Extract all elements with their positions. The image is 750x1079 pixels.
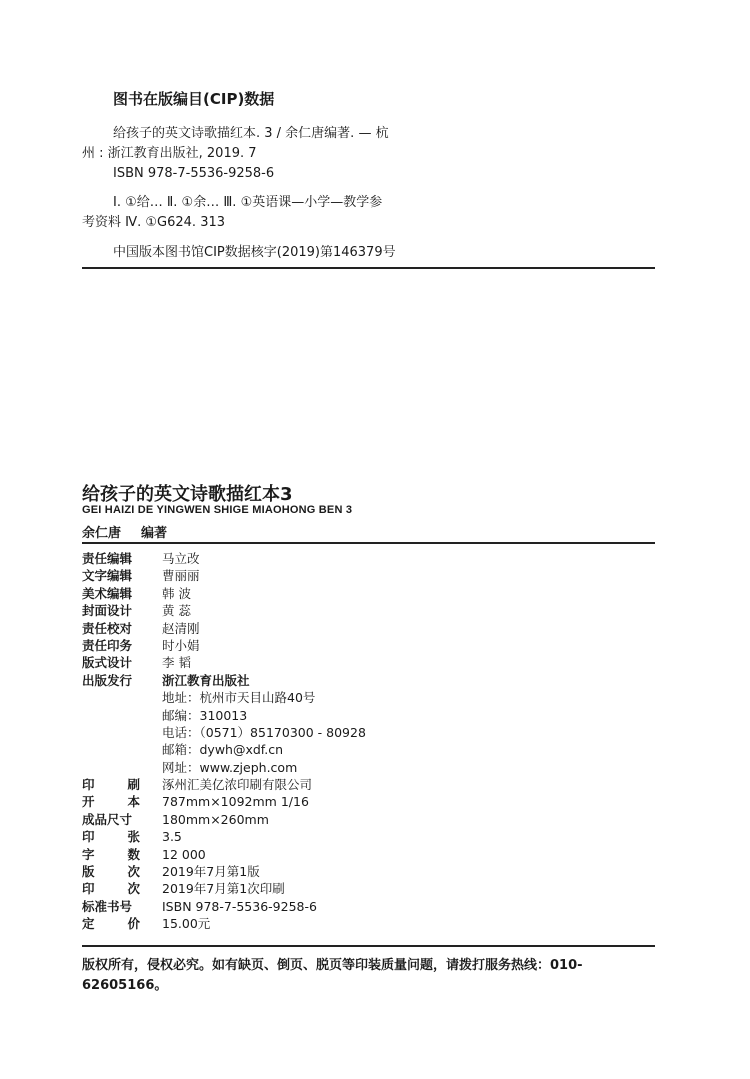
info-row (82, 672, 662, 689)
info-label: 责任印务 (82, 637, 133, 653)
info-row (82, 898, 662, 915)
info-value: 2019年7月第1版 (162, 864, 260, 880)
info-value: 180mm×260mm (162, 811, 269, 827)
info-label: 版 次 (82, 864, 140, 880)
info-label: 责任编辑 (82, 551, 133, 566)
cip-line-2: 州 : 浙江教育出版社, 2019. 7 (82, 146, 257, 161)
info-value: 15.00元 (162, 916, 211, 932)
cip-line-4: Ⅰ. ①给… Ⅱ. ①余… Ⅲ. ①英语课—小学—教学参 (113, 195, 383, 210)
info-row (82, 637, 662, 654)
info-label: 文字编辑 (82, 568, 133, 584)
divider-rule (82, 945, 655, 947)
info-label: 标准书号 (82, 898, 133, 914)
info-label: 开 本 (82, 794, 140, 810)
info-row (82, 550, 662, 567)
info-row (82, 585, 662, 602)
info-row (82, 741, 662, 758)
info-value: 涿州汇美亿浓印刷有限公司 (162, 777, 313, 793)
publisher-email: 邮箱：dywh@xdf.cn (162, 742, 284, 758)
info-value: 787mm×1092mm 1/16 (162, 794, 309, 810)
info-label: 美术编辑 (82, 585, 133, 601)
cip-line-1: 给孩子的英文诗歌描红本. 3 / 余仁唐编著. — 杭 (113, 126, 389, 141)
info-row (82, 828, 662, 845)
info-label: 成品尺寸 (82, 811, 133, 827)
cip-number: 中国版本图书馆CIP数据核字(2019)第146379号 (113, 245, 396, 260)
book-title: 给孩子的英文诗歌描红本3 (82, 484, 293, 505)
info-value: 3.5 (162, 829, 182, 845)
info-row (82, 811, 662, 828)
info-label: 字 数 (82, 846, 140, 862)
info-value: 时小娟 (162, 637, 200, 653)
publication-info (82, 550, 662, 933)
info-label: 定 价 (82, 916, 140, 932)
info-label: 印 次 (82, 881, 140, 897)
info-value: 浙江教育出版社 (162, 672, 250, 688)
info-label: 印 张 (82, 829, 140, 845)
divider-rule (82, 267, 655, 269)
info-row (82, 863, 662, 880)
info-label: 出版发行 (82, 672, 133, 688)
info-row (82, 620, 662, 637)
info-row (82, 567, 662, 584)
info-row (82, 724, 662, 741)
info-label: 印 刷 (82, 777, 140, 793)
info-value: 12 000 (162, 846, 206, 862)
info-value: ISBN 978-7-5536-9258-6 (162, 898, 317, 914)
info-row (82, 602, 662, 619)
book-title-pinyin: GEI HAIZI DE YINGWEN SHIGE MIAOHONG BEN 3 (82, 504, 353, 516)
cip-line-5: 考资料 Ⅳ. ①G624. 313 (82, 215, 226, 230)
info-row (82, 654, 662, 671)
info-value: 2019年7月第1次印刷 (162, 881, 285, 897)
publisher-postcode: 邮编：310013 (162, 707, 248, 723)
info-value: 赵清刚 (162, 620, 200, 636)
publisher-phone: 电话：（0571）85170300 - 80928 (162, 724, 366, 740)
cip-title: 图书在版编目(CIP)数据 (113, 90, 275, 108)
author-name: 余仁唐 (82, 526, 122, 541)
copyright-line-1: 版权所有，侵权必究。如有缺页、倒页、脱页等印装质量问题，请拨打服务热线：010- (82, 958, 583, 973)
divider-rule (82, 542, 655, 544)
copyright-notice (82, 956, 662, 996)
info-row (82, 707, 662, 724)
info-value: 李 韬 (162, 655, 191, 671)
info-row (82, 846, 662, 863)
info-value: 曹丽丽 (162, 568, 200, 584)
info-label: 版式设计 (82, 655, 133, 671)
info-row (82, 880, 662, 897)
info-row (82, 793, 662, 810)
info-value: 马立改 (162, 551, 200, 566)
info-value: 黄 蕊 (162, 603, 191, 619)
info-label: 责任校对 (82, 620, 133, 636)
author-line (82, 522, 167, 541)
copyright-line-2: 62605166。 (82, 978, 168, 993)
info-row (82, 689, 662, 706)
info-value: 韩 波 (162, 585, 191, 601)
cip-isbn: ISBN 978-7-5536-9258-6 (113, 166, 275, 181)
publisher-address: 地址：杭州市天目山路40号 (162, 690, 316, 706)
info-label: 封面设计 (82, 603, 133, 619)
author-role: 编著 (141, 526, 168, 541)
info-row (82, 915, 662, 932)
publisher-website: 网址：www.zjeph.com (162, 759, 298, 775)
info-row (82, 759, 662, 776)
info-row (82, 776, 662, 793)
